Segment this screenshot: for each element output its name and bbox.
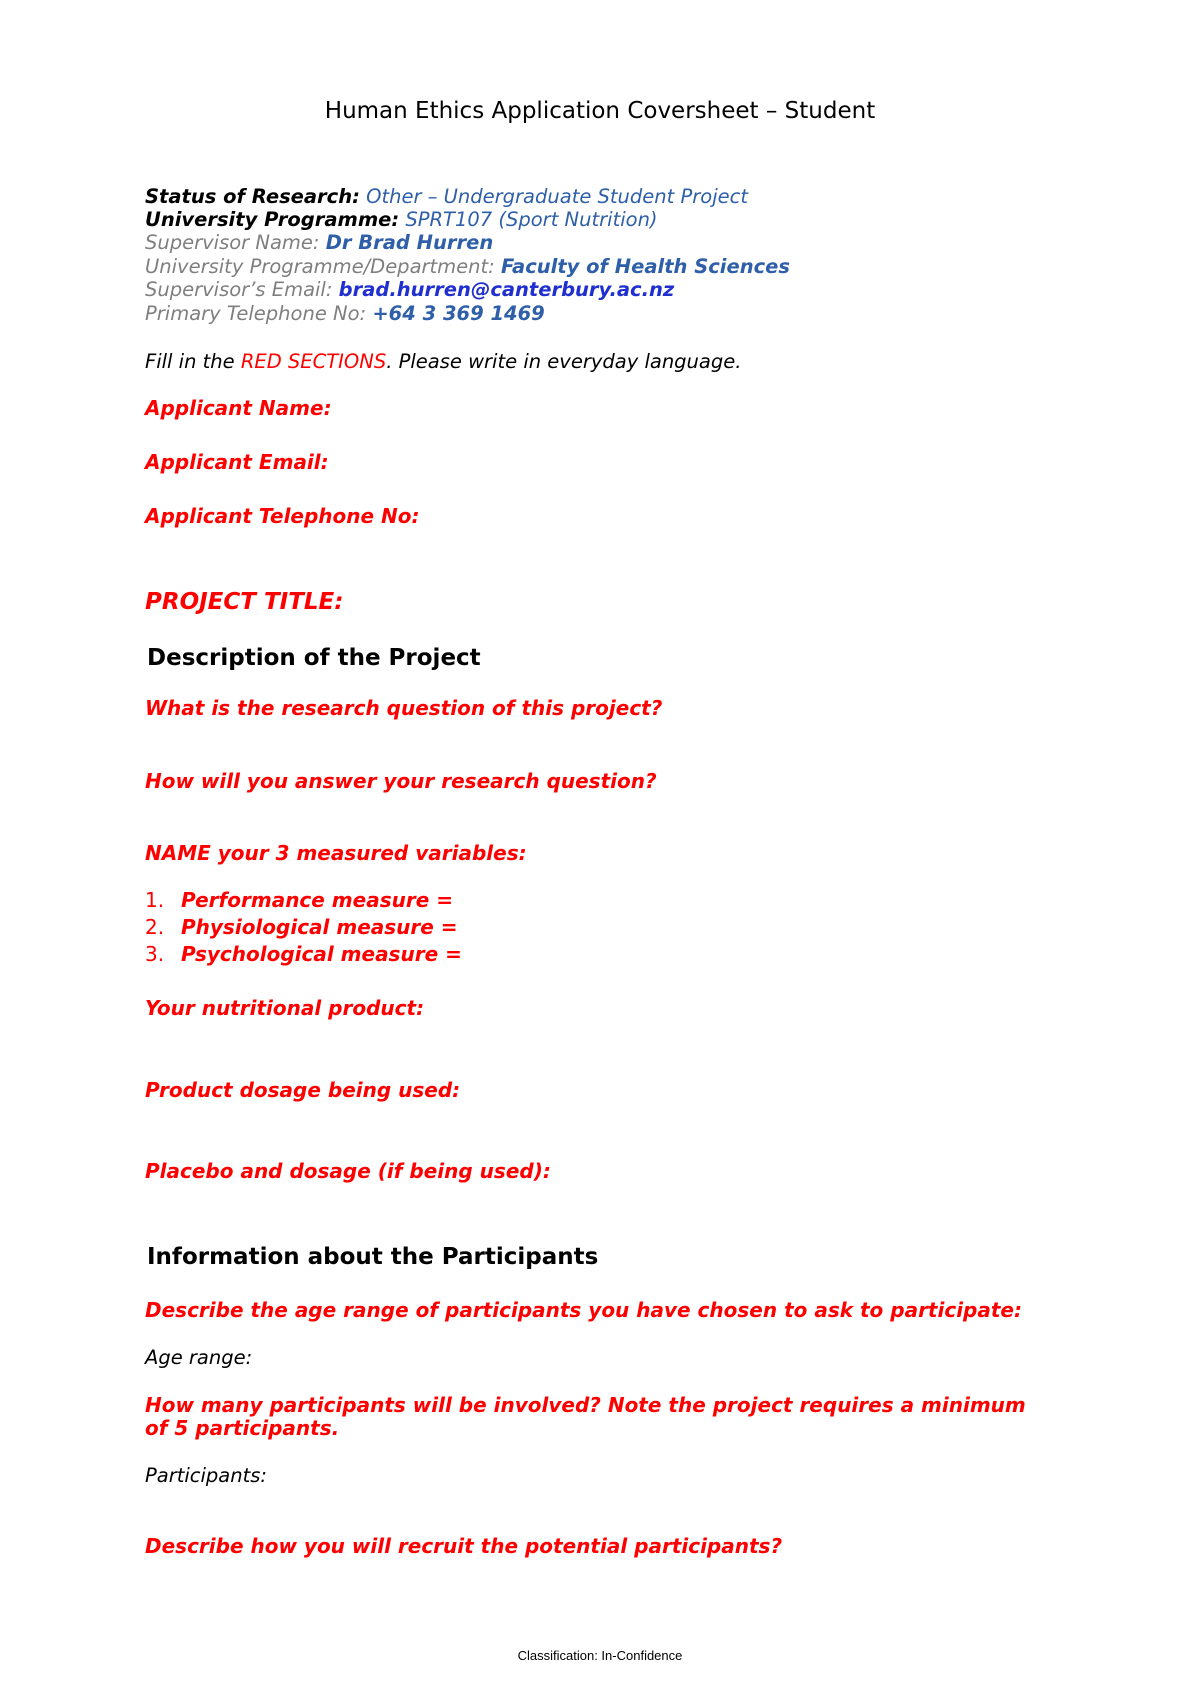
recruitment-prompt: Describe how you will recruit the potential participants? bbox=[145, 1534, 783, 1558]
instructions bbox=[145, 350, 741, 373]
variable-text: Performance measure = bbox=[181, 888, 454, 912]
participant-count-prompt-line1: How many participants will be involved? Note the project requires a minimum bbox=[145, 1393, 1026, 1417]
instructions-highlight: RED SECTIONS bbox=[240, 350, 387, 373]
answer-question-prompt: How will you answer your research question? bbox=[145, 769, 657, 793]
email-label: Supervisor’s Email: bbox=[145, 278, 333, 301]
applicant-telephone-label: Applicant Telephone No: bbox=[145, 504, 420, 528]
classification-footer: Classification: In-Confidence bbox=[517, 1648, 683, 1663]
instructions-prefix: Fill in the bbox=[145, 350, 241, 373]
age-range-prompt: Describe the age range of participants you have chosen to ask to participate: bbox=[145, 1298, 1022, 1322]
variable-text: Physiological measure = bbox=[181, 915, 458, 939]
status-value: Other – Undergraduate Student Project bbox=[366, 185, 748, 208]
supervisor-value: Dr Brad Hurren bbox=[325, 231, 494, 254]
variable-number: 2. bbox=[145, 915, 165, 939]
applicant-name-label: Applicant Name: bbox=[145, 396, 332, 420]
email-value[interactable]: brad.hurren@canterbury.ac.nz bbox=[338, 278, 675, 301]
supervisor-email bbox=[145, 278, 674, 301]
project-title-label: PROJECT TITLE: bbox=[145, 589, 344, 615]
phone-value: +64 3 369 1469 bbox=[372, 302, 545, 325]
phone-label: Primary Telephone No: bbox=[145, 302, 367, 325]
participant-count-prompt-line2: of 5 participants. bbox=[145, 1416, 340, 1440]
variable-number: 1. bbox=[145, 888, 165, 912]
university-programme bbox=[145, 208, 658, 231]
status-label: Status of Research: bbox=[145, 185, 360, 208]
description-heading: Description of the Project bbox=[147, 645, 481, 671]
department-value: Faculty of Health Sciences bbox=[500, 255, 790, 278]
department bbox=[145, 255, 790, 278]
programme-label: University Programme: bbox=[145, 208, 400, 231]
research-question-prompt: What is the research question of this project? bbox=[145, 696, 663, 720]
applicant-email-label: Applicant Email: bbox=[145, 450, 329, 474]
supervisor-label: Supervisor Name: bbox=[145, 231, 320, 254]
product-dosage-prompt: Product dosage being used: bbox=[145, 1078, 461, 1102]
participants-label: Participants: bbox=[145, 1464, 267, 1487]
placebo-dosage-prompt: Placebo and dosage (if being used): bbox=[145, 1159, 551, 1183]
status-of-research bbox=[145, 185, 748, 208]
supervisor-name bbox=[145, 231, 493, 254]
primary-telephone bbox=[145, 302, 545, 325]
department-label: University Programme/Department: bbox=[145, 255, 495, 278]
instructions-suffix: . Please write in everyday language. bbox=[386, 350, 742, 373]
measured-variables-prompt: NAME your 3 measured variables: bbox=[145, 841, 527, 865]
variable-item bbox=[145, 942, 462, 966]
participants-heading: Information about the Participants bbox=[147, 1244, 599, 1270]
variable-number: 3. bbox=[145, 942, 165, 966]
document-title: Human Ethics Application Coversheet – Student bbox=[324, 98, 876, 124]
programme-value: SPRT107 (Sport Nutrition) bbox=[405, 208, 658, 231]
variable-item bbox=[145, 915, 458, 939]
nutritional-product-prompt: Your nutritional product: bbox=[145, 996, 425, 1020]
age-range-label: Age range: bbox=[145, 1346, 253, 1369]
variable-item bbox=[145, 888, 453, 912]
variable-text: Psychological measure = bbox=[181, 942, 462, 966]
